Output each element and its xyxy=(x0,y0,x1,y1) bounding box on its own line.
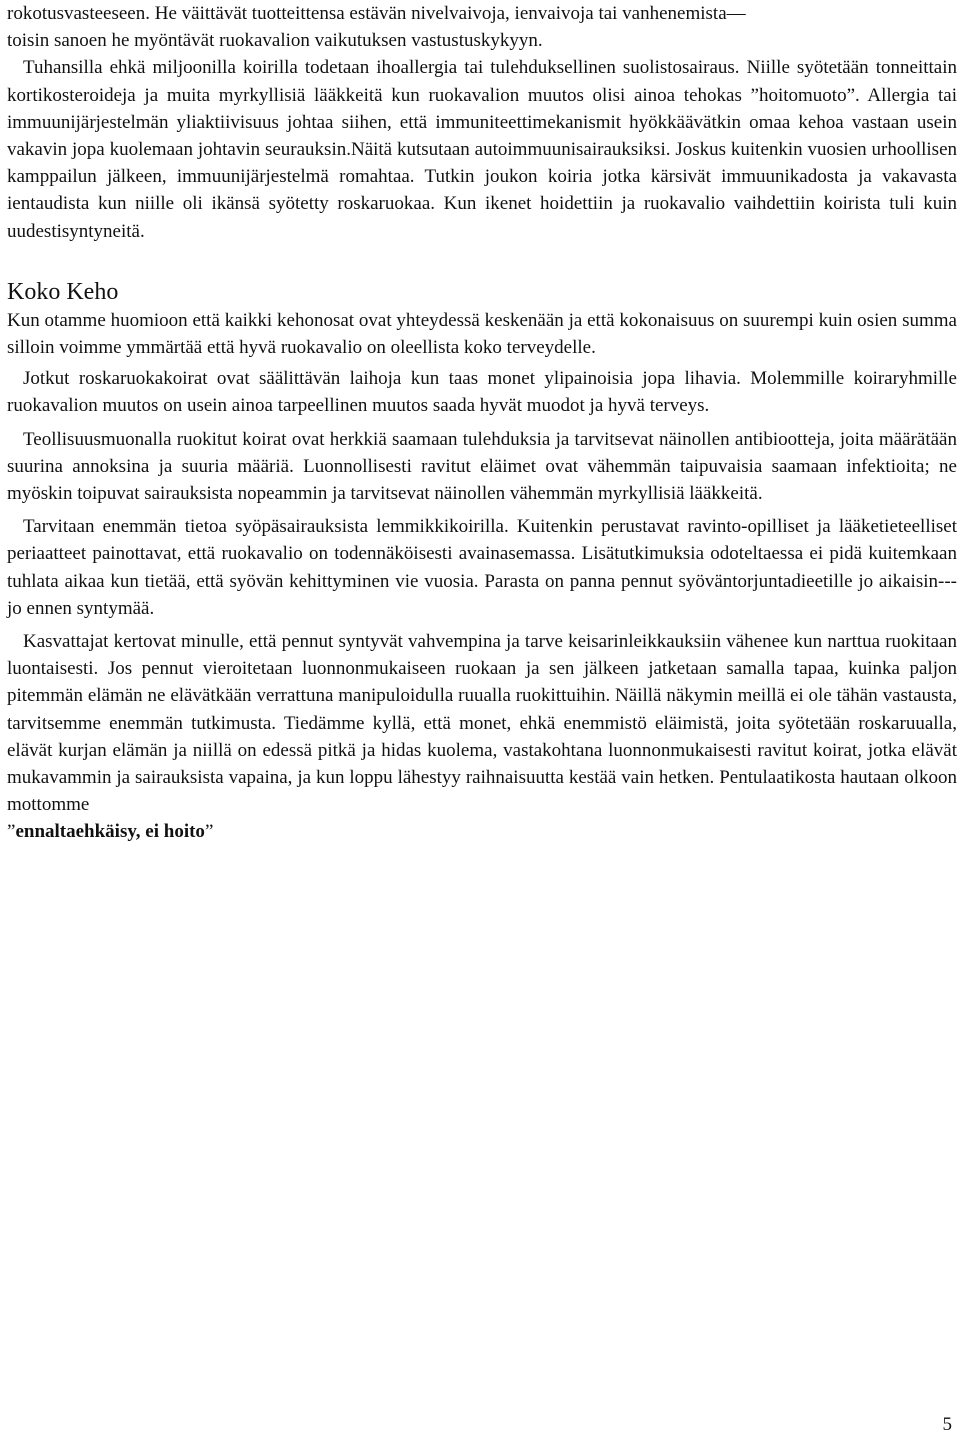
document-page xyxy=(7,0,957,846)
opening-line-1: rokotusvasteeseen. He väittävät tuotteittensa estävän nivelvaivoja, ienvaivoja tai vanhenemista— xyxy=(7,3,746,24)
opening-paragraph xyxy=(7,0,957,54)
paragraph-infections: Teollisuusmuonalla ruokitut koirat ovat herkkiä saamaan tulehduksia ja tarvitsevat näinollen antibiootteja, joita määrätään suurina annoksina ja suuria määriä. Luonnollisesti ravitut eläimet ovat vähemmän taipuvaisia saamaan infektioita; ne myöskin toipuvat sairauksista nopeammin ja tarvitsevat näinollen vähemmän myrkyllisiä lääkkeitä. xyxy=(7,428,957,505)
paragraph-cancer: Tarvitaan enemmän tietoa syöpäsairauksista lemmikkikoirilla. Kuitenkin perustavat ravinto-opilliset ja lääketieteelliset periaatteet painottavat, että ruokavalio on todennäköisesti avainasemassa. Lisätutkimuksia odoteltaessa ei pidä kuitemkaan tuhlata aikaa kun tietää, että syövän kehittyminen vie vuosia. Parasta on panna pennut syöväntorjuntadieetille jo aikaisin--- jo ennen syntymää. xyxy=(7,516,957,619)
paragraph-breeders-text: Kasvattajat kertovat minulle, että pennut syntyvät vahvempina ja tarve keisarinleikkauksiin vähenee kun narttua ruokitaan luontaisesti. Jos pennut vieroitetaan luonnonmukaiseen ruokaan ja sen jälkeen jatketaan samalla tapaa, kuinka paljon pitemmän elämän ne elävätkään verrattuna manipuloidulla ruualla ruokittuihin. Näillä näkymin meillä ei ole tähän vastausta, tarvitsemme enemmän tutkimusta. Tiedämme kyllä, että monet, ehkä enemmistö eläimistä, joita syötetään roskaruualla, elävät kurjan elämän ja niillä on edessä pitkä ja hidas kuolema, vastakohtana luonnonmukaisesti ravitut koirat, jotka elävät mukavammin ja sairauksista vapaina, ja kun loppu lähestyy raihnaisuutta kestää vain hetken. Pentulaatikosta hautaan olkoon mottomme xyxy=(7,631,957,816)
paragraph-whole-body: Kun otamme huomioon että kaikki kehonosat ovat yhteydessä keskenään ja että kokonaisuus on suurempi kuin osien summa silloin voimme ymmärtää että hyvä ruokavalio on oleellista koko terveydelle. xyxy=(7,309,957,359)
paragraph-breeders xyxy=(7,628,957,846)
opening-line-2: toisin sanoen he myöntävät ruokavalion vaikutuksen vastustuskykyyn. xyxy=(7,30,543,52)
motto-text: ennaltaehkäisy, ei hoito xyxy=(15,821,205,843)
section-heading: Koko Keho xyxy=(7,278,119,305)
paragraph-weight: Jotkut roskaruokakoirat ovat säälittävän laihoja kun taas monet ylipainoisia jopa lihavia. Molemmille koiraryhmille ruokavalion muutos on usein ainoa tarpeellinen muutos saada hyvät muodot ja hyvä terveys. xyxy=(7,368,957,417)
motto-open-quote: ” xyxy=(7,821,16,843)
paragraph-allergy-text: Tuhansilla ehkä miljoonilla koirilla todetaan ihoallergia tai tulehduksellinen suolistosairaus. Niille syötetään tonneittain kortikosteroideja ja muita myrkyllisiä lääkkeitä kun ruokavalion muutos olisi ainoa tehokas ”hoitomuoto”. Allergia tai immuunijärjestelmän yliaktiivisuus johtaa siihen, että immuniteettimekanismit hyökkäävätkin omaa kehoa vastaan usein vakavin jopa kuolemaan johtavin seurauksin.Näitä kutsutaan autoimmuunisairauksiksi. Joskus kuitenkin vuosien urhoollisen kamppailun jälkeen, immuunijärjestelmä romahtaa. Tutkin joukon koiria jotka kärsivät immuunikadosta ja vakavasta ientaudista kun niille oli ikänsä syötetty roskaruokaa. Kun ikenet hoidettiin ja ruokavalio vaihdettiin koirista tuli kuin uudestisyntyneitä. xyxy=(7,57,957,242)
page-number: 5 xyxy=(942,1414,952,1435)
paragraph-allergy xyxy=(7,54,957,244)
motto-close-quote: ” xyxy=(204,821,214,843)
